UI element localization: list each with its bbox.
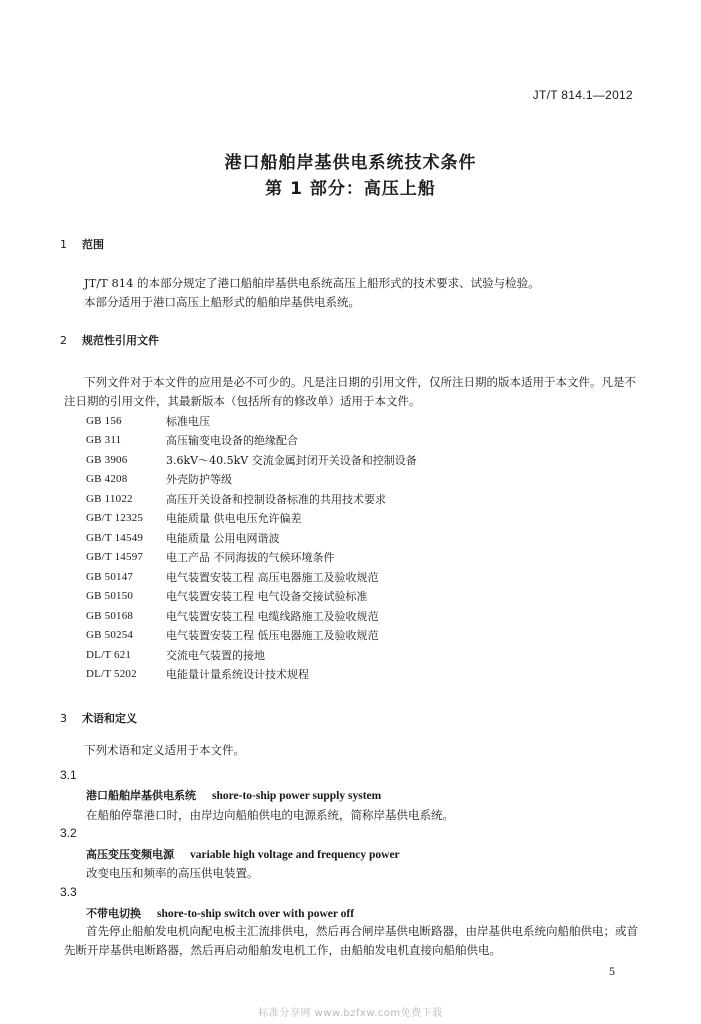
term-heading xyxy=(86,905,354,921)
page-number: 5 xyxy=(609,964,615,978)
reference-item xyxy=(86,509,417,529)
term-chinese: 港口船舶岸基供电系统 xyxy=(86,789,196,802)
reference-item xyxy=(86,567,417,587)
term-heading xyxy=(86,846,400,862)
term-chinese: 不带电切换 xyxy=(86,907,141,920)
reference-code: GB 50150 xyxy=(86,590,134,603)
reference-title: 交流电气装置的接地 xyxy=(166,648,265,662)
reference-code: GB 311 xyxy=(86,434,122,447)
reference-title: 电气装置安装工程 电气设备交接试验标准 xyxy=(166,590,368,604)
scope-paragraph: 本部分适用于港口高压上船形式的船舶岸基供电系统。 xyxy=(84,295,360,309)
term-definition: 改变电压和频率的高压供电装置。 xyxy=(86,866,259,880)
term-english: variable high voltage and frequency power xyxy=(190,849,400,861)
document-title: 港口船舶岸基供电系统技术条件 xyxy=(224,153,477,173)
reference-item xyxy=(86,470,417,490)
reference-title: 外壳防护等级 xyxy=(166,473,232,487)
scope-paragraph: JT/T 814 的本部分规定了港口船舶岸基供电系统高压上船形式的技术要求、试验与检验。 xyxy=(84,276,540,290)
section-number: 2 xyxy=(60,334,67,347)
document-subtitle: 第 1 部分：高压上船 xyxy=(265,179,436,199)
reference-code: GB 156 xyxy=(86,414,122,427)
section-title: 规范性引用文件 xyxy=(82,334,159,347)
references-intro-paragraph: 下列文件对于本文件的应用是必不可少的。凡是注日期的引用文件，仅所注日期的版本适用于本文件。凡是不注日期的引用文件，其最新版本（包括所有的修改单）适用于本文件。 xyxy=(64,375,636,408)
reference-title: 电气装置安装工程 电缆线路施工及验收规范 xyxy=(166,609,379,623)
term-definition: 首先停止船舶发电机向配电板主汇流排供电，然后再合闸岸基供电断路器，由岸基供电系统向船舶供电；或首先断开岸基供电断路器，然后再启动船舶发电机工作，由船舶发电机直接向船舶供电。 xyxy=(64,924,638,957)
section-3-heading xyxy=(60,710,137,726)
reference-item xyxy=(86,450,417,470)
reference-item xyxy=(86,587,417,607)
reference-code: GB/T 14597 xyxy=(86,551,144,564)
reference-title: 电气装置安装工程 低压电器施工及验收规范 xyxy=(166,629,379,643)
section-number: 3 xyxy=(60,712,67,725)
term-number: 3.2 xyxy=(60,826,77,840)
reference-title: 电能质量 供电电压允许偏差 xyxy=(166,512,302,526)
section-title: 术语和定义 xyxy=(82,712,137,725)
terms-intro-paragraph: 下列术语和定义适用于本文件。 xyxy=(84,743,245,757)
reference-item xyxy=(86,606,417,626)
reference-title: 电工产品 不同海拔的气候环境条件 xyxy=(166,551,335,565)
reference-code: GB 50168 xyxy=(86,609,134,622)
reference-item xyxy=(86,528,417,548)
normative-references-list xyxy=(86,411,417,684)
reference-item xyxy=(86,645,417,665)
reference-code: GB 4208 xyxy=(86,473,128,486)
reference-code: DL/T 621 xyxy=(86,648,132,661)
section-2-heading xyxy=(60,332,159,348)
reference-code: DL/T 5202 xyxy=(86,668,137,681)
term-chinese: 高压变压变频电源 xyxy=(86,848,174,861)
term-english: shore-to-ship power supply system xyxy=(212,790,382,802)
term-number: 3.3 xyxy=(60,885,77,899)
reference-item xyxy=(86,626,417,646)
reference-title: 高压开关设备和控制设备标准的共用技术要求 xyxy=(166,492,386,506)
reference-code: GB/T 14549 xyxy=(86,531,144,544)
standard-code: JT/T 814.1—2012 xyxy=(532,88,633,102)
term-english: shore-to-ship switch over with power off xyxy=(157,908,355,920)
reference-code: GB 11022 xyxy=(86,492,133,505)
term-definition: 在船舶停靠港口时，由岸边向船舶供电的电源系统，简称岸基供电系统。 xyxy=(86,808,454,822)
section-1-heading xyxy=(60,236,104,252)
reference-code: GB 3906 xyxy=(86,453,128,466)
reference-item xyxy=(86,411,417,431)
reference-code: GB/T 12325 xyxy=(86,512,144,525)
reference-code: GB 50147 xyxy=(86,570,134,583)
section-title: 范围 xyxy=(82,238,104,251)
reference-title: 电能质量 公用电网谐波 xyxy=(166,531,280,545)
term-number: 3.1 xyxy=(60,768,77,782)
reference-item xyxy=(86,665,417,685)
reference-title: 3.6kV～40.5kV 交流金属封闭开关设备和控制设备 xyxy=(166,453,417,467)
reference-title: 高压输变电设备的绝缘配合 xyxy=(166,434,298,448)
reference-item xyxy=(86,489,417,509)
reference-item xyxy=(86,431,417,451)
reference-item xyxy=(86,548,417,568)
reference-title: 标准电压 xyxy=(166,414,210,428)
reference-title: 电能量计量系统设计技术规程 xyxy=(166,668,309,682)
reference-code: GB 50254 xyxy=(86,629,134,642)
section-number: 1 xyxy=(60,238,67,251)
reference-title: 电气装置安装工程 高压电器施工及验收规范 xyxy=(166,570,379,584)
watermark-text: 标准分享网 www.bzfxw.com免费下载 xyxy=(258,1008,443,1019)
term-heading xyxy=(86,787,381,803)
